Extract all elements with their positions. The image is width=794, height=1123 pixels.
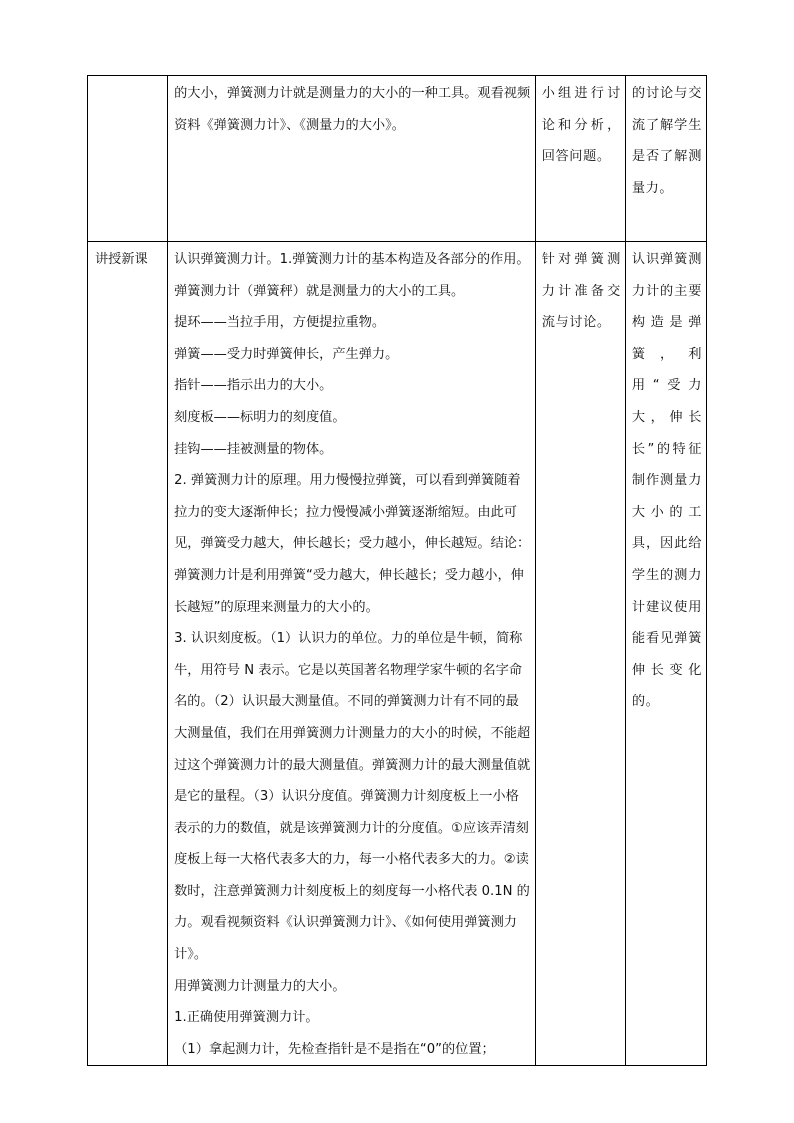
content-paragraph: 指针——指示出力的大小。	[174, 378, 333, 394]
design-intent-text: 的讨论与交流了解学生是否了解测量力。	[631, 86, 702, 196]
lesson-plan-table	[87, 75, 707, 1066]
content-paragraph: 认识弹簧测力计。1.弹簧测力计的基本构造及各部分的作用。弹簧测力计（弹簧秤）就是测量力的大小的工具。	[174, 252, 530, 299]
content-paragraph: 用弹簧测力计测量力的大小。	[174, 978, 346, 994]
content-paragraph: 2. 弹簧测力计的原理。用力慢慢拉弹簧，可以看到弹簧随着拉力的变大逐渐伸长；拉力慢慢减小弹簧逐渐缩短。由此可见，弹簧受力越大，伸长越长；受力越小，伸长越短。结论：弹簧测力计是利用弹簧“受力越大，伸长越长；受力越小，伸长越短”的原理来测量力的大小的。	[174, 473, 531, 615]
design-intent-cell	[625, 242, 706, 1066]
student-activity-text: 针对弹簧测力计准备交流与讨论。	[541, 252, 621, 331]
stage-label: 讲授新课	[95, 252, 148, 267]
table-row	[88, 242, 707, 1066]
design-intent-cell	[625, 76, 706, 242]
content-paragraph: （1）拿起测力计，先检查指针是不是指在“0”的位置；	[174, 1041, 495, 1057]
student-activity-cell	[535, 76, 625, 242]
content-block	[168, 76, 535, 141]
stage-cell	[88, 76, 168, 242]
student-activity-text: 小组进行讨论和分析，回答问题。	[541, 86, 621, 165]
content-paragraph: 的大小，弹簧测力计就是测量力的大小的一种工具。观看视频资料《弹簧测力计》、《测量力的大小》。	[174, 86, 531, 133]
content-paragraph: 弹簧——受力时弹簧伸长，产生弹力。	[174, 346, 399, 362]
content-block	[168, 242, 535, 1065]
content-paragraph: 提环——当拉手用，方便提拉重物。	[174, 315, 386, 331]
content-cell	[168, 76, 536, 242]
content-paragraph: 3. 认识刻度板。（1）认识力的单位。力的单位是牛顿，简称牛，用符号 N 表示。它是以英国著名物理学家牛顿的名字命名的。（2）认识最大测量值。不同的弹簧测力计有不同的最大测量值，我们在用弹簧测力计测量力的大小的时候，不能超过这个弹簧测力计的最大测量值。弹簧测力计的最大测量值就是它的量程。（3）认识分度值。弹簧测力计刻度板上一小格表示的力的数值，就是该弹簧测力计的分度值。①应该弄清刻度板上每一大格代表多大的力，每一小格代表多大的力。②读数时，注意弹簧测力计刻度板上的刻度每一小格代表 0.1N 的力。观看视频资料《认识弹簧测力计》、《如何使用弹簧测力计》。	[174, 631, 531, 963]
stage-label	[88, 76, 167, 78]
content-cell	[168, 242, 536, 1066]
content-paragraph: 挂钩——挂被测量的物体。	[174, 441, 333, 457]
design-intent-text: 认识弹簧测力计的主要构造是弹簧，利用“受力大，伸长长”的特征制作测量力大小的工具，因此给学生的测力计建议使用能看见弹簧伸长变化的。	[631, 252, 702, 710]
content-paragraph: 1.正确使用弹簧测力计。	[174, 1010, 319, 1026]
student-activity-cell	[535, 242, 625, 1066]
content-paragraph: 刻度板——标明力的刻度值。	[174, 409, 346, 425]
stage-cell	[88, 242, 168, 1066]
table-row	[88, 76, 707, 242]
